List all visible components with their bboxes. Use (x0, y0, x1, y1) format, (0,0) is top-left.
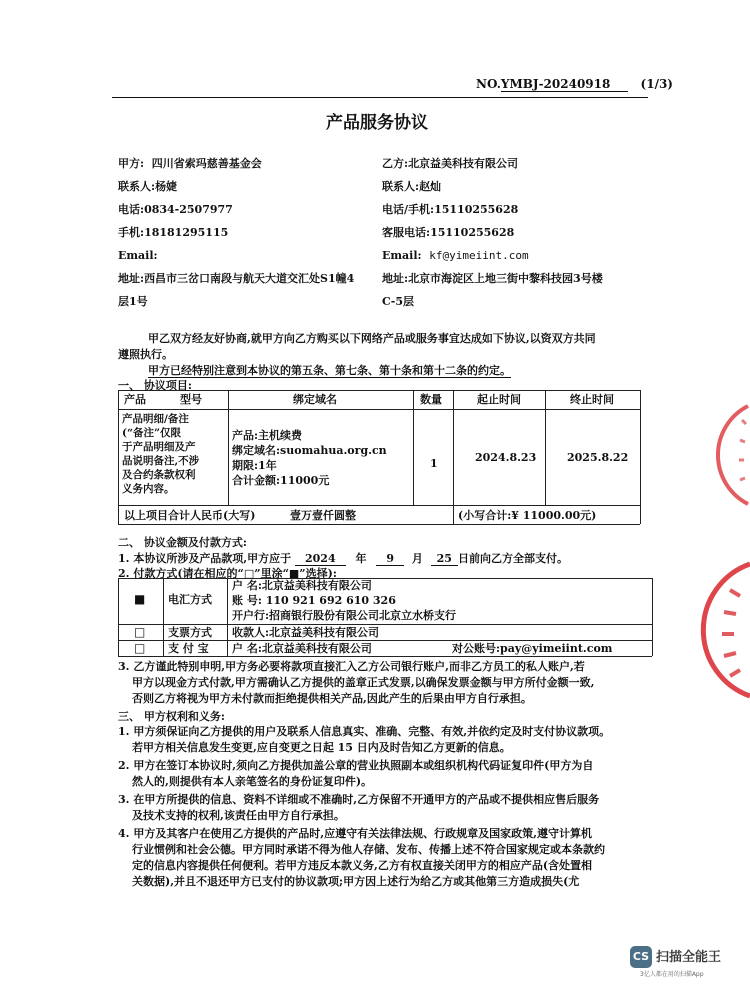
table1-bottom-line (118, 524, 640, 525)
party-a-mobile: 18181295115 (144, 226, 229, 239)
obligation-1: 1. 甲方须保证向乙方提供的用户及联系人信息真实、准确、完整、有效,并依约定及时支付协议款项。 若甲方相关信息发生变更,应自变更之日起 15 日内及时告知乙方更新的信息。 (118, 725, 611, 754)
party-b-email-row: Email: kf@yimeiint.com (382, 249, 529, 262)
company-seal-partial-top (700, 400, 750, 510)
party-b-block (382, 152, 603, 313)
scanner-logo: CS (630, 946, 652, 968)
payment-method-title: 2. 付款方式(请在相应的“□”里涂“■”选择): (118, 567, 337, 580)
special-notice: 甲方已经特别注意到本协议的第五条、第七条、第十条和第十二条的约定。 (148, 364, 511, 377)
pay-mark-check: □ (134, 625, 146, 639)
party-b-contact-row: 联系人:赵灿 (382, 180, 442, 193)
party-b-address-row: 地址:北京市海淀区上地三街中黎科技园3号楼 (382, 272, 603, 285)
deadline-month: 9 (376, 552, 404, 566)
pay-alipay-account: 对公账号:pay@yimeiint.com (452, 642, 613, 655)
col-header-end: 终止时间 (570, 393, 614, 406)
col-header-product: 产品 (124, 393, 146, 406)
party-a-contact: 杨婕 (155, 180, 178, 193)
page-indicator: (1/3) (640, 77, 673, 91)
payment-notice: 3. 乙方谨此特别申明,甲方务必要将款项直接汇入乙方公司银行账户,而非乙方员工的私人账户,若 甲方以现金方式付款,甲方需确认乙方提供的盖章正式发票,以确保发票金额与甲方所付金额一致, 否则乙方将视为甲方未付款而拒绝提供相关产品,因此产生的后果由甲方自行承担。 (118, 660, 595, 705)
party-a-phone: 0834-2507977 (144, 203, 233, 216)
product-qty: 1 (430, 457, 438, 470)
total-upper: 壹万壹仟圆整 (290, 509, 356, 522)
table1-col4-line (545, 390, 546, 505)
pay-mark-alipay: □ (134, 641, 146, 655)
col-header-qty: 数量 (420, 393, 442, 406)
contract-number-label: NO. (476, 77, 501, 91)
party-a-address-row2: 层1号 (118, 295, 148, 308)
pay-method-alipay: 支 付 宝 (168, 642, 209, 655)
deadline-year: 2024 (295, 552, 346, 566)
product-start-date: 2024.8.23 (475, 451, 537, 464)
table1-right-line (640, 390, 641, 524)
total-small: (小写合计:¥ 11000.00元) (458, 509, 597, 522)
party-b-name-row: 乙方:北京益美科技有限公司 (382, 157, 519, 170)
party-b-address-row2: C-5层 (382, 295, 414, 308)
party-b-phone-row: 电话/手机:15110255628 (382, 203, 519, 216)
pay-table-bottom (118, 656, 652, 657)
party-b-service: 15110255628 (430, 226, 515, 239)
table1-header-line (118, 409, 640, 410)
company-seal-partial-bottom (700, 560, 750, 700)
party-b-email: kf@yimeiint.com (429, 249, 529, 262)
section-2-title: 二、 协议金额及付款方式: (118, 536, 247, 549)
party-b-contact: 赵灿 (419, 180, 442, 193)
product-note: 产品明细/备注 (“备注”仅限 于产品明细及产 品说明备注,不涉 及合约条款权利 义务内容。 (122, 413, 200, 495)
section-1-title: 一、 协议项目: (118, 379, 192, 392)
contract-number (476, 77, 673, 91)
pay-table-right (652, 578, 653, 656)
party-a-block (118, 152, 354, 313)
obligation-3: 3. 在甲方所提供的信息、资料不详细或不准确时,乙方保留不开通甲方的产品或不提供相应售后服务 及技术支持的权利,该责任由甲方自行承担。 (118, 793, 600, 822)
pay-method-check: 支票方式 (168, 626, 212, 639)
product-end-date: 2025.8.22 (567, 451, 629, 464)
party-a-name: 四川省索玛慈善基金会 (151, 157, 262, 170)
obligation-2: 2. 甲方在签订本协议时,须向乙方提供加盖公章的营业执照副本或组织机构代码证复印件(甲方为自 然人的,则提供有本人亲笔签名的身份证复印件)。 (118, 759, 594, 788)
document-title: 产品服务协议 (326, 113, 428, 133)
intro-line-2: 遵照执行。 (118, 348, 173, 361)
party-b-service-row: 客服电话:15110255628 (382, 226, 515, 239)
table1-left-line (118, 390, 119, 524)
table1-col1-line (228, 390, 229, 505)
party-b-address: 北京市海淀区上地三街中黎科技园3号楼 (408, 272, 603, 285)
pay-table-col1 (163, 578, 164, 656)
header-rule (112, 97, 648, 98)
col-header-start: 起止时间 (477, 393, 521, 406)
intro-line-1: 甲乙双方经友好协商,就甲方向乙方购买以下网络产品或服务事宜达成如下协议,以资双方共同 (148, 332, 596, 345)
product-detail: 产品:主机续费 绑定域名:suomahua.org.cn 期限:1年 合计金额:11000元 (232, 429, 387, 487)
table1-body-line (118, 505, 640, 506)
table1-top-line (118, 390, 640, 391)
obligation-4: 4. 甲方及其客户在使用乙方提供的产品时,应遵守有关法律法规、行政规章及国家政策,遵守计算机 行业惯例和社会公德。甲方同时承诺不得为他人存储、发布、传播上述不符合国家规定或本条款约 定的信息内容提供任何便利。若甲方违反本款义务,乙方有权直接关闭甲方的相应产品(含处置相 关数据),并且不退还甲方已支付的协议款项;甲方因上述行为给乙方或其他第三方造成损失(尤 (118, 827, 605, 888)
pay-table-left (118, 578, 119, 656)
total-label: 以上项目合计人民币(大写) (124, 509, 256, 522)
scanner-name: 扫描全能王 (656, 950, 722, 965)
scanner-tagline: 3亿人都在用的扫描App (640, 971, 704, 978)
party-a-address-row: 地址:西昌市三岔口南段与航天大道交汇处S1幢4 (118, 272, 355, 285)
party-a-mobile-row: 手机:18181295115 (118, 226, 229, 239)
pay-method-wire: 电汇方式 (168, 593, 212, 606)
section-3-title: 三、 甲方权利和义务: (118, 710, 225, 723)
payment-deadline: 1. 本协议所涉及产品款项,甲方应于 2024 年 9 月 25 日前向乙方全部支付。 (118, 552, 568, 565)
party-b-name: 北京益美科技有限公司 (408, 157, 519, 170)
party-a-obligations (118, 724, 610, 890)
table1-col3-line (453, 390, 454, 524)
deadline-day: 25 (431, 552, 458, 566)
pay-table-col2 (227, 578, 228, 656)
party-b-phone: 15110255628 (434, 203, 519, 216)
col-header-domain: 绑定域名 (293, 393, 337, 406)
contract-number-value: YMBJ-20240918 (501, 77, 628, 92)
party-a-address: 西昌市三岔口南段与航天大道交汇处S1幢4 (144, 272, 355, 285)
col-header-model: 型号 (180, 393, 202, 406)
party-a-contact-row: 联系人:杨婕 (118, 180, 178, 193)
pay-detail-check: 收款人:北京益美科技有限公司 (232, 626, 380, 639)
pay-detail-wire: 户 名:北京益美科技有限公司 账 号: 110 921 692 610 326 开户行:招商银行股份有限公司北京立水桥支行 (232, 579, 457, 622)
party-a-phone-row: 电话:0834-2507977 (118, 203, 233, 216)
party-a-name-row: 甲方: 四川省索玛慈善基金会 (118, 157, 262, 170)
party-a-email-row: Email: (118, 249, 158, 262)
table1-col2-line (413, 390, 414, 505)
pay-detail-alipay: 户 名:北京益美科技有限公司 (232, 642, 372, 655)
pay-mark-wire: ■ (134, 592, 146, 606)
